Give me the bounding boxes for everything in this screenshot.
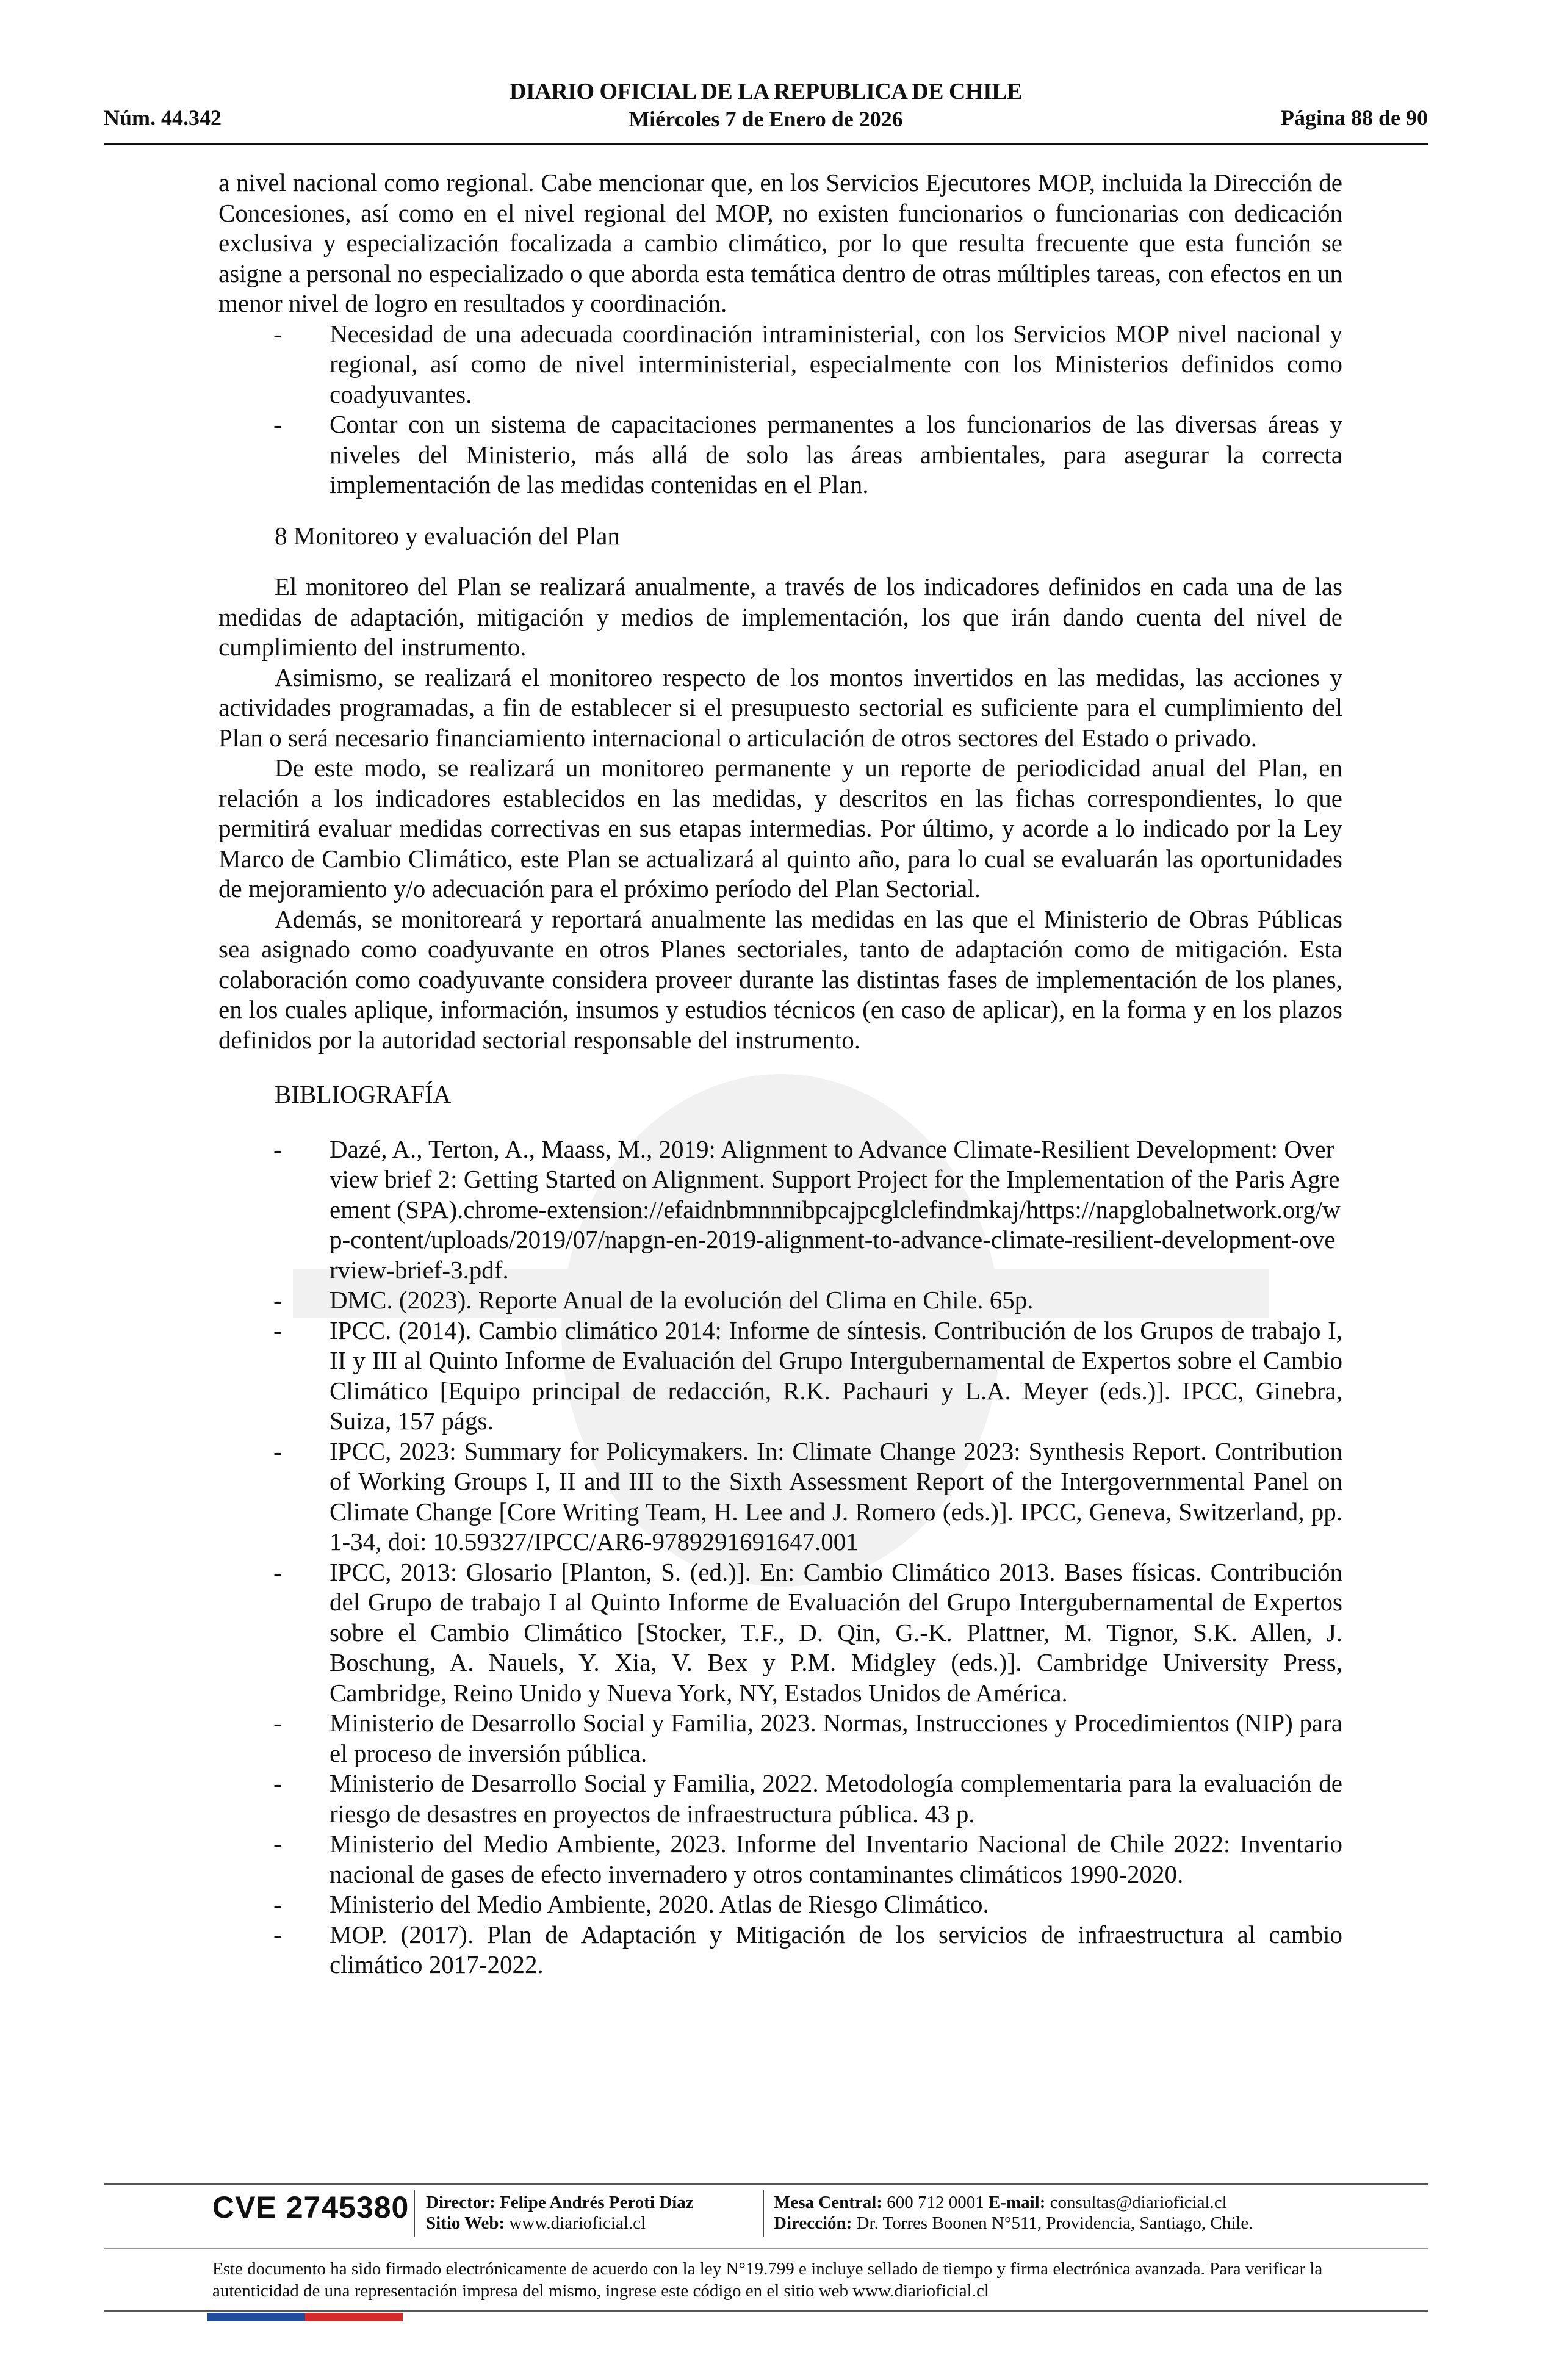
phone-number: 600 712 0001: [887, 2193, 984, 2212]
paragraph: Además, se monitoreará y reportará anualmente las medidas en las que el Ministerio de Obras Públicas sea asignado como coadyuvante en otros Planes sectoriales, tanto de adaptación como de mitigación. Esta colaboración como coadyuvante considera proveer durante las distintas fases de implementación de los planes, en los cuales aplique, información, insumos y estudios técnicos (en caso de aplicar), en la forma y en los plazos definidos por la autoridad sectorial responsable del instrumento.: [218, 904, 1342, 1054]
director-name: Felipe Andrés Peroti Díaz: [500, 2193, 694, 2212]
footer-separator: [414, 2190, 415, 2237]
bibliography-entry: - Ministerio de Desarrollo Social y Familia, 2022. Metodología complementaria para la evaluación de riesgo de desastres en proyectos de infraestructura pública. 43 p.: [218, 1769, 1342, 1829]
paragraph: De este modo, se realizará un monitoreo permanente y un reporte de periodicidad anual del Plan, en relación a los indicadores establecidos en las medidas, y descritos en las fichas correspondientes, lo que permitirá evaluar medidas correctivas en sus etapas intermedias. Por último, y acorde a lo indicado por la Ley Marco de Cambio Climático, este Plan se actualizará al quinto año, para lo cual se evaluarán las oportunidades de mejoramiento y/o adecuación para el próximo período del Plan Sectorial.: [218, 754, 1342, 903]
bibliography-heading: BIBLIOGRAFÍA: [275, 1080, 452, 1108]
bibliography-entry: - MOP. (2017). Plan de Adaptación y Mitigación de los servicios de infraestructura al cambio climático 2017-2022.: [218, 1920, 1342, 1980]
address-label: Dirección:: [774, 2213, 852, 2233]
paragraph: Asimismo, se realizará el monitoreo respecto de los montos invertidos en las medidas, las acciones y actividades programadas, a fin de establecer si el presupuesto sectorial es suficiente para el cumplimiento del Plan o será necesario financiamiento internacional o articulación de otros sectores del Estado o privado.: [218, 663, 1342, 752]
footer-divider: [104, 2310, 1428, 2312]
footer-separator: [763, 2190, 764, 2237]
page-number: Página 88 de 90: [1280, 106, 1428, 130]
bibliography-entry: - Dazé, A., Terton, A., Maass, M., 2019: Alignment to Advance Climate-Resilient Development: Overview brief 2: Getting Started on Alignment. Support Project for the Implementation of the Paris Agreement (SPA).chrome-extension://efaidnbmnnnibpcajpcglclefindmkaj/https://napglobalnetwork.org/wp-content/uploads/2019/07/napgn-en-2019-alignment-to-advance-climate-resilient-development-overview-brief-3.pdf.: [218, 1134, 1342, 1286]
bibliography-entry: - Ministerio del Medio Ambiente, 2020. Atlas de Riesgo Climático.: [218, 1889, 1342, 1920]
publication-title: DIARIO OFICIAL DE LA REPUBLICA DE CHILE: [510, 79, 1022, 104]
flag-blue-segment: [207, 2313, 305, 2321]
header-divider: [104, 143, 1428, 145]
continued-paragraph: a nivel nacional como regional. Cabe mencionar que, en los Servicios Ejecutores MOP, incluida la Dirección de Concesiones, así como en el nivel regional del MOP, no existen funcionarios o funcionarias con dedicación exclusiva y especialización focalizada a cambio climático, por lo que resulta frecuente que esta función se asigne a personal no especializado o que aborda esta temática dentro de otras múltiples tareas, con efectos en un menor nivel de logro en resultados y coordinación.: [218, 168, 1342, 317]
email-link[interactable]: consultas@diarioficial.cl: [1050, 2193, 1227, 2212]
bibliography-entry: - Ministerio de Desarrollo Social y Familia, 2023. Normas, Instrucciones y Procedimientos (NIP) para el proceso de inversión pública.: [218, 1708, 1342, 1769]
website-label: Sitio Web:: [426, 2213, 505, 2233]
flag-red-segment: [305, 2313, 403, 2321]
page-content: [218, 168, 1342, 1980]
phone-label: Mesa Central:: [774, 2193, 882, 2212]
paragraph: El monitoreo del Plan se realizará anualmente, a través de los indicadores definidos en cada una de las medidas de adaptación, mitigación y medios de implementación, los que irán dando cuenta del nivel de cumplimiento del instrumento.: [218, 572, 1342, 661]
address: Dr. Torres Boonen N°511, Providencia, Santiago, Chile.: [856, 2213, 1253, 2233]
footer-contact-block: [774, 2192, 1253, 2234]
footer-divider: [104, 2183, 1428, 2185]
legal-notice: Este documento ha sido firmado electrónicamente de acuerdo con la ley N°19.799 e incluye sellado de tiempo y firma electrónica avanzada. Para verificar la autenticidad de una representación impresa del mismo, ingrese este código en el sitio web www.diarioficial.cl: [212, 2259, 1323, 2301]
bibliography-entry: - IPCC, 2013: Glosario [Planton, S. (ed.)]. En: Cambio Climático 2013. Bases físicas. Contribución del Grupo de trabajo I al Quinto Informe de Evaluación del Grupo Intergubernamental de Expertos sobre el Cambio Climático [Stocker, T.F., D. Qin, G.-K. Plattner, M. Tignor, S.K. Allen, J. Boschung, A. Nauels, Y. Xia, V. Bex y P.M. Midgley (eds.)]. Cambridge University Press, Cambridge, Reino Unido y Nueva York, NY, Estados Unidos de América.: [218, 1557, 1342, 1709]
website-link[interactable]: www.diarioficial.cl: [509, 2213, 646, 2233]
footer-divider: [104, 2248, 1428, 2249]
footer-director-block: [426, 2192, 694, 2234]
page-header: [104, 78, 1428, 145]
publication-date: Miércoles 7 de Enero de 2026: [629, 107, 903, 131]
email-label: E-mail:: [988, 2193, 1046, 2212]
list-item: - Contar con un sistema de capacitaciones permanentes a los funcionarios de las diversas áreas y niveles del Ministerio, más allá de solo las áreas ambientales, para asegurar la correcta implementación de las medidas contenidas en el Plan.: [218, 409, 1342, 500]
list-item: - Necesidad de una adecuada coordinación intraministerial, con los Servicios MOP nivel nacional y regional, así como de nivel interministerial, especialmente con los Ministerios definidos como coadyuvantes.: [218, 319, 1342, 410]
director-label: Director:: [426, 2193, 495, 2212]
issue-number: Núm. 44.342: [104, 106, 222, 130]
flag-stripe: [207, 2313, 403, 2321]
bibliography-entry: - Ministerio del Medio Ambiente, 2023. Informe del Inventario Nacional de Chile 2022: Inventario nacional de gases de efecto invernadero y otros contaminantes climáticos 1990-2020.: [218, 1829, 1342, 1889]
cve-code: CVE 2745380: [212, 2190, 409, 2224]
bibliography-entry: - IPCC. (2014). Cambio climático 2014: Informe de síntesis. Contribución de los Grupos de trabajo I, II y III al Quinto Informe de Evaluación del Grupo Intergubernamental de Expertos sobre el Cambio Climático [Equipo principal de redacción, R.K. Pachauri y L.A. Meyer (eds.)]. IPCC, Ginebra, Suiza, 157 págs.: [218, 1316, 1342, 1437]
bibliography-entry: - DMC. (2023). Reporte Anual de la evolución del Clima en Chile. 65p.: [218, 1285, 1342, 1316]
section-heading: 8 Monitoreo y evaluación del Plan: [275, 521, 620, 550]
bibliography-entry: - IPCC, 2023: Summary for Policymakers. In: Climate Change 2023: Synthesis Report. Contribution of Working Groups I, II and III to the Sixth Assessment Report of the Intergovernmental Panel on Climate Change [Core Writing Team, H. Lee and J. Romero (eds.)]. IPCC, Geneva, Switzerland, pp. 1-34, doi: 10.59327/IPCC/AR6-9789291691647.001: [218, 1437, 1342, 1557]
